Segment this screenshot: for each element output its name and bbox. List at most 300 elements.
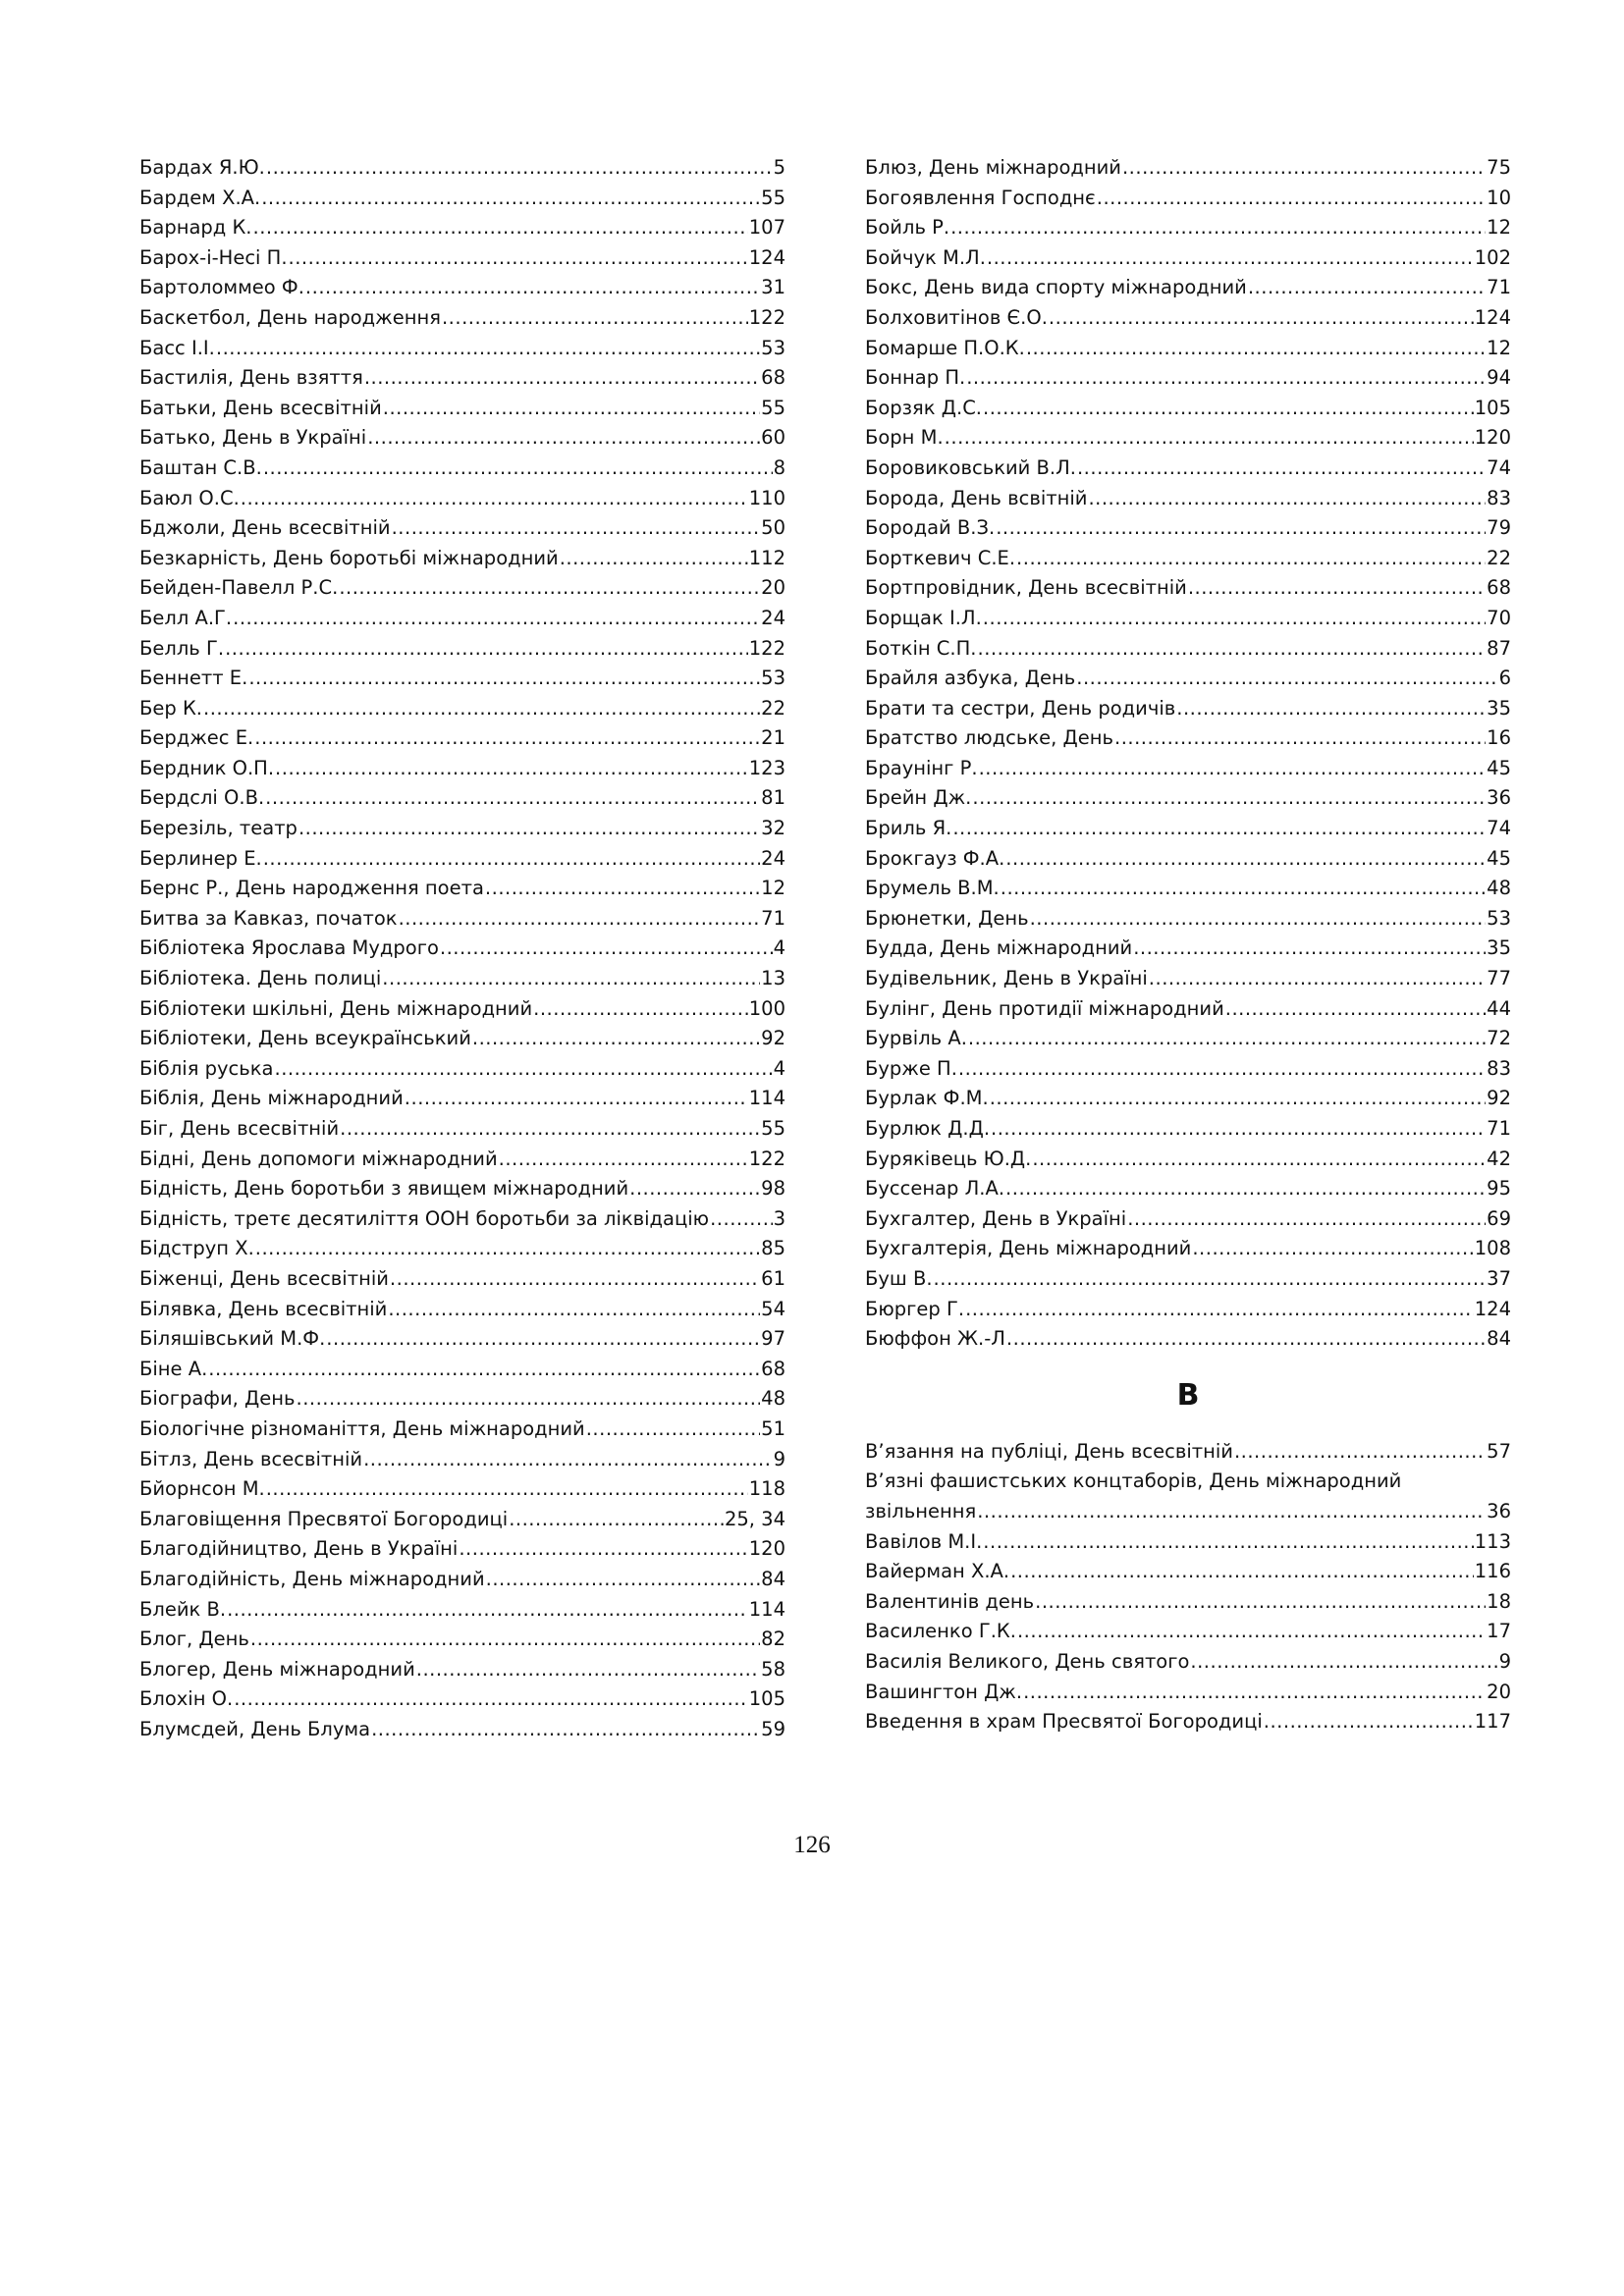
entry-page: 55 <box>761 396 785 419</box>
dot-leader <box>382 964 760 994</box>
dot-leader <box>297 1384 761 1415</box>
index-column-right <box>865 153 1511 1737</box>
index-entry <box>865 1557 1511 1587</box>
entry-page: 70 <box>1487 606 1511 629</box>
entry-page: 87 <box>1487 636 1511 660</box>
entry-page: 59 <box>761 1717 785 1740</box>
dot-leader <box>1088 484 1486 514</box>
entry-page: 123 <box>748 756 785 779</box>
index-entry <box>865 994 1511 1025</box>
dot-leader <box>950 213 1486 243</box>
dot-leader <box>1026 334 1486 364</box>
dot-leader <box>1122 153 1486 184</box>
entry-name: Борщак І.Л. <box>865 606 982 629</box>
entry-page: 51 <box>761 1416 785 1440</box>
entry-page: 22 <box>761 696 785 720</box>
dot-leader <box>710 1204 772 1235</box>
dot-leader <box>399 904 761 934</box>
index-entry <box>139 1505 785 1535</box>
entry-page: 120 <box>748 1537 785 1561</box>
index-column-left <box>139 153 785 1744</box>
index-entry <box>139 754 785 784</box>
index-entry <box>865 1707 1511 1737</box>
entry-name: Буш В. <box>865 1266 933 1290</box>
entry-name: Біг, День всесвітній <box>139 1117 340 1140</box>
index-entry <box>139 573 785 604</box>
entry-page: 120 <box>1474 426 1511 450</box>
entry-page: 48 <box>1487 877 1511 900</box>
index-entry <box>139 544 785 574</box>
index-entry <box>865 544 1511 574</box>
dot-leader <box>968 1024 1486 1054</box>
dot-leader <box>979 754 1487 784</box>
entry-name: Будівельник, День в Україні <box>865 967 1148 990</box>
entry-page: 72 <box>1487 1027 1511 1050</box>
index-entry <box>139 1084 785 1114</box>
entry-name: Біблія руська <box>139 1056 274 1080</box>
dot-leader <box>255 1234 760 1264</box>
index-entry <box>139 934 785 964</box>
dot-leader <box>509 1505 724 1535</box>
index-entry <box>139 273 785 303</box>
index-entry <box>139 334 785 364</box>
entry-name: Біологічне різноманіття, День міжнародний <box>139 1416 585 1440</box>
dot-leader <box>952 814 1486 844</box>
entry-page: 50 <box>761 516 785 540</box>
entry-name: Бухгалтер, День в Україні <box>865 1206 1127 1230</box>
entry-page: 108 <box>1474 1237 1511 1260</box>
entry-page: 68 <box>761 366 785 390</box>
index-entry <box>865 1054 1511 1085</box>
dot-leader <box>275 754 748 784</box>
dot-leader <box>390 1264 760 1295</box>
entry-name: Батько, День в Україні <box>139 426 367 450</box>
entry-name: Безкарність, День боротьбі міжнародний <box>139 546 559 569</box>
dot-leader <box>972 783 1486 814</box>
entry-page: 68 <box>761 1357 785 1380</box>
entry-name: Бібліотеки шкільні, День міжнародний <box>139 996 533 1020</box>
entry-page: 10 <box>1487 186 1511 209</box>
dot-leader <box>265 783 760 814</box>
dot-leader <box>1133 934 1486 964</box>
entry-page: 82 <box>761 1628 785 1651</box>
entry-name: Братство людське, День <box>865 726 1113 750</box>
dot-leader <box>275 1054 773 1085</box>
entry-page: 68 <box>1487 576 1511 600</box>
entry-name: Брайля азбука, День <box>865 667 1076 690</box>
index-entry <box>865 334 1511 364</box>
entry-name: Бідструп Х. <box>139 1237 254 1260</box>
index-entry <box>139 484 785 514</box>
dot-leader <box>416 1655 760 1685</box>
index-entry <box>865 783 1511 814</box>
entry-name: Бухгалтерія, День міжнародний <box>865 1237 1192 1260</box>
entry-name: Борода, День всвітній <box>865 486 1088 509</box>
dot-leader <box>371 1715 760 1745</box>
entry-page: 16 <box>1487 726 1511 750</box>
entry-name: Василенко Г.К. <box>865 1620 1016 1643</box>
index-entry <box>865 1234 1511 1264</box>
dot-leader <box>305 273 760 303</box>
index-entry <box>139 423 785 454</box>
dot-leader <box>392 513 761 544</box>
entry-page: 84 <box>761 1567 785 1590</box>
entry-name: Благовіщення Пресвятої Богородиці <box>139 1507 509 1530</box>
entry-name: Баскетбол, День народження <box>139 305 441 329</box>
entry-name: Біженці, День всесвітній <box>139 1266 389 1290</box>
entry-name: Бардем Х.А. <box>139 186 261 209</box>
index-entry <box>139 243 785 274</box>
entry-name: Бітлз, День всесвітній <box>139 1447 363 1470</box>
dot-leader <box>263 454 773 484</box>
entry-page: 36 <box>1487 786 1511 810</box>
dot-leader <box>629 1174 760 1204</box>
index-entry <box>865 513 1511 544</box>
entry-page: 37 <box>1487 1266 1511 1290</box>
index-entry <box>139 1234 785 1264</box>
entry-name: Березіль, театр <box>139 817 298 840</box>
entry-name: Бойчук М.Л. <box>865 245 986 269</box>
dot-leader <box>253 213 748 243</box>
entry-page: 53 <box>761 336 785 359</box>
dot-leader <box>1017 1617 1486 1647</box>
entry-page: 12 <box>1487 336 1511 359</box>
entry-page: 122 <box>748 1147 785 1170</box>
entry-name: Борн М. <box>865 426 944 450</box>
entry-name-line1: В’язні фашистських концтаборів, День міжнародний <box>865 1469 1402 1493</box>
entry-name: Вавілов М.І. <box>865 1529 983 1553</box>
index-entry <box>139 1054 785 1085</box>
entry-page: 100 <box>748 996 785 1020</box>
dot-leader <box>383 394 760 424</box>
entry-name: Битва за Кавказ, початок <box>139 906 398 930</box>
entry-name: Блогер, День міжнародний <box>139 1657 415 1681</box>
entry-name: Бджоли, День всесвітній <box>139 516 391 540</box>
entry-page: 31 <box>761 276 785 299</box>
dot-leader <box>1234 1437 1486 1468</box>
section-v-entries <box>865 1527 1511 1737</box>
index-entry <box>865 273 1511 303</box>
entry-name: Бібліотека Ярослава Мудрого <box>139 936 439 960</box>
index-entry <box>865 1617 1511 1647</box>
entry-name: Борзяк Д.С. <box>865 396 983 419</box>
dot-leader <box>1023 1678 1486 1708</box>
dot-leader <box>1149 964 1486 994</box>
entry-page: 92 <box>761 1027 785 1050</box>
entry-name: Батьки, День всесвітній <box>139 396 382 419</box>
dot-leader <box>261 184 760 214</box>
entry-name: Бідність, третє десятиліття ООН боротьби за ліквідацію <box>139 1206 710 1230</box>
entry-name: Біблія, День міжнародний <box>139 1087 404 1110</box>
entry-name: Валентинів день <box>865 1589 1035 1613</box>
entry-name: Бартоломмео Ф. <box>139 276 304 299</box>
dot-leader <box>367 423 760 454</box>
index-entry <box>865 1204 1511 1235</box>
dot-leader <box>1114 723 1486 754</box>
index-entry <box>865 634 1511 665</box>
index-entry <box>139 904 785 934</box>
index-entry <box>865 1295 1511 1325</box>
dot-leader <box>966 363 1486 394</box>
entry-name: Бідні, День допомоги міжнародний <box>139 1147 498 1170</box>
index-entry <box>139 1534 785 1565</box>
index-entry <box>865 904 1511 934</box>
entry-page: 79 <box>1487 516 1511 540</box>
dot-leader <box>266 1474 748 1505</box>
entry-page: 61 <box>761 1266 785 1290</box>
index-entry <box>139 964 785 994</box>
entry-page: 124 <box>748 245 785 269</box>
entry-page: 124 <box>1474 305 1511 329</box>
index-entry <box>865 303 1511 334</box>
index-entry <box>139 1264 785 1295</box>
index-entry <box>865 184 1511 214</box>
entry-name: Бюргер Г. <box>865 1297 965 1320</box>
entry-page: 21 <box>761 726 785 750</box>
dot-leader <box>996 513 1486 544</box>
index-entry <box>139 1655 785 1685</box>
entry-page: 122 <box>748 636 785 660</box>
entry-name: Богоявлення Господнє <box>865 186 1096 209</box>
dot-leader <box>485 874 760 904</box>
dot-leader <box>442 303 748 334</box>
dot-leader <box>1077 454 1486 484</box>
index-entry <box>865 964 1511 994</box>
dot-leader <box>1006 1324 1486 1355</box>
dot-leader <box>1264 1707 1474 1737</box>
index-entry <box>139 153 785 184</box>
entry-page: 4 <box>773 1056 785 1080</box>
entry-name: Бйорнсон М. <box>139 1477 265 1501</box>
index-entry <box>139 394 785 424</box>
entry-page: 105 <box>748 1687 785 1711</box>
entry-name: Буссенар Л.А. <box>865 1177 1005 1201</box>
entry-name: Бібліотеки, День всеукраїнський <box>139 1027 471 1050</box>
entry-page: 8 <box>773 455 785 479</box>
entry-name: Болховитінов Є.О. <box>865 305 1048 329</box>
dot-leader <box>233 604 760 634</box>
index-entry <box>865 604 1511 634</box>
entry-name: Барох-і-Несі П. <box>139 245 288 269</box>
entry-name: Бейден-Павелл Р.С. <box>139 576 339 600</box>
entry-page: 3 <box>773 1206 785 1230</box>
index-entry <box>139 604 785 634</box>
index-entry <box>865 573 1511 604</box>
dot-leader <box>945 423 1474 454</box>
index-entry <box>139 1684 785 1715</box>
entry-page: 94 <box>1487 366 1511 390</box>
index-entry <box>139 1174 785 1204</box>
entry-name: Белль Г. <box>139 636 225 660</box>
entry-name: Блейк В. <box>139 1597 227 1621</box>
dot-leader <box>1097 184 1486 214</box>
entry-page: 97 <box>761 1327 785 1351</box>
index-entry <box>865 694 1511 724</box>
index-entry <box>865 363 1511 394</box>
index-entry <box>139 1415 785 1445</box>
index-entry <box>865 1678 1511 1708</box>
entry-name: Вашингтон Дж. <box>865 1680 1023 1703</box>
entry-name: Борткевич С.Е. <box>865 546 1016 569</box>
entry-page: 48 <box>761 1387 785 1411</box>
entry-name: Бурвіль А. <box>865 1027 967 1050</box>
dot-leader <box>987 243 1474 274</box>
dot-leader <box>364 363 760 394</box>
section-b-continued <box>865 153 1511 1355</box>
index-entry <box>139 184 785 214</box>
dot-leader <box>289 243 748 274</box>
dot-leader <box>459 1534 747 1565</box>
entry-page: 85 <box>761 1237 785 1260</box>
page-number: 126 <box>793 1832 831 1858</box>
index-entry <box>865 754 1511 784</box>
dot-leader <box>1016 544 1486 574</box>
entry-page: 124 <box>1474 1297 1511 1320</box>
dot-leader <box>472 1024 760 1054</box>
index-entry <box>865 1587 1511 1618</box>
entry-page: 36 <box>1487 1499 1511 1522</box>
index-entry <box>139 874 785 904</box>
entry-page: 71 <box>1487 276 1511 299</box>
index-entry <box>139 1324 785 1355</box>
entry-name: Брати та сестри, День родичів <box>865 696 1176 720</box>
entry-page: 13 <box>761 967 785 990</box>
entry-name: Булінг, День протидії міжнародний <box>865 996 1224 1020</box>
dot-leader <box>983 394 1474 424</box>
index-entry <box>865 1437 1511 1468</box>
entry-name: Біне А. <box>139 1357 208 1380</box>
entry-page: 53 <box>1487 906 1511 930</box>
entry-page: 24 <box>761 846 785 870</box>
entry-page: 24 <box>761 606 785 629</box>
index-entry <box>139 994 785 1025</box>
entry-name: Бернс Р., День народження поета <box>139 877 484 900</box>
index-entry <box>139 1474 785 1505</box>
entry-name: Бідність, День боротьби з явищем міжнародний <box>139 1177 629 1201</box>
dot-leader <box>248 664 760 694</box>
dot-leader <box>1188 573 1486 604</box>
entry-page: 58 <box>761 1657 785 1681</box>
entry-page: 20 <box>1487 1680 1511 1703</box>
index-entry <box>139 1715 785 1745</box>
dot-leader <box>1127 1204 1486 1235</box>
entry-name: Боткін С.П. <box>865 636 977 660</box>
entry-name: Беннетт Е. <box>139 667 248 690</box>
index-entry <box>865 1527 1511 1558</box>
entry-name: Біографи, День <box>139 1387 296 1411</box>
entry-page: 122 <box>748 305 785 329</box>
entry-name: Бюффон Ж.-Л <box>865 1327 1005 1351</box>
dot-leader <box>1190 1647 1497 1678</box>
entry-page: 81 <box>761 786 785 810</box>
index-entry <box>139 1114 785 1145</box>
entry-name: Бойль Р. <box>865 216 950 240</box>
dot-leader <box>978 634 1487 665</box>
index-entry <box>139 634 785 665</box>
index-entry <box>139 1384 785 1415</box>
entry-page: 55 <box>761 186 785 209</box>
entry-name: В’язання на публіці, День всесвітній <box>865 1439 1233 1463</box>
dot-leader <box>216 334 760 364</box>
dot-leader <box>339 573 760 604</box>
entry-page: 118 <box>748 1477 785 1501</box>
index-entry <box>865 1174 1511 1204</box>
entry-page: 12 <box>761 877 785 900</box>
dot-leader <box>234 1684 748 1715</box>
entry-name: Біляшівський М.Ф. <box>139 1327 326 1351</box>
entry-page: 114 <box>748 1087 785 1110</box>
index-entry <box>865 1145 1511 1175</box>
dot-leader <box>983 604 1486 634</box>
index-entry <box>865 1324 1511 1355</box>
index-entry <box>865 454 1511 484</box>
entry-page: 107 <box>748 216 785 240</box>
entry-name: Боннар П. <box>865 366 966 390</box>
dot-leader <box>1010 1557 1474 1587</box>
entry-name: Вайерман Х.А. <box>865 1560 1010 1583</box>
dot-leader <box>977 1497 1486 1527</box>
dot-leader <box>241 484 748 514</box>
dot-leader <box>203 694 760 724</box>
index-entry <box>139 723 785 754</box>
dot-leader <box>560 544 748 574</box>
dot-leader <box>254 723 760 754</box>
index-entry <box>865 934 1511 964</box>
entry-page: 98 <box>761 1177 785 1201</box>
entry-page: 57 <box>1487 1439 1511 1463</box>
index-entry <box>865 723 1511 754</box>
index-entry <box>139 1145 785 1175</box>
index-entry <box>865 874 1511 904</box>
entry-name: Берлинер Е. <box>139 846 262 870</box>
entry-name: Благодійність, День міжнародний <box>139 1567 485 1590</box>
entry-page: 5 <box>773 156 785 179</box>
entry-name: Благодійництво, День в Україні <box>139 1537 459 1561</box>
entry-page: 9 <box>1498 1649 1511 1673</box>
dot-leader <box>298 814 760 844</box>
entry-page: 74 <box>1487 455 1511 479</box>
dot-leader <box>934 1264 1487 1295</box>
entry-name: Блумсдей, День Блума <box>139 1717 371 1740</box>
entry-name: Бердслі О.В. <box>139 786 265 810</box>
index-entry <box>139 783 785 814</box>
dot-leader <box>1001 874 1486 904</box>
index-entry <box>865 1647 1511 1678</box>
entry-name: Брейн Дж. <box>865 786 972 810</box>
dot-leader <box>1176 694 1486 724</box>
entry-page: 17 <box>1487 1620 1511 1643</box>
index-entry <box>139 1625 785 1655</box>
index-entry <box>865 1084 1511 1114</box>
entry-name: Бокс, День вида спорту міжнародний <box>865 276 1247 299</box>
entry-name: Басс І.І. <box>139 336 215 359</box>
dot-leader <box>1030 904 1487 934</box>
entry-page: 12 <box>1487 216 1511 240</box>
entry-name: Бородай В.З. <box>865 516 996 540</box>
entry-name: Баштан С.В. <box>139 455 262 479</box>
dot-leader <box>1005 844 1486 875</box>
index-entry-multiline <box>865 1467 1511 1526</box>
dot-leader <box>208 1355 760 1385</box>
dot-leader <box>990 1084 1486 1114</box>
entry-name-line2: звільнення <box>865 1499 977 1522</box>
dot-leader <box>958 1054 1486 1085</box>
dot-leader <box>225 634 748 665</box>
entry-name: Білявка, День всесвітній <box>139 1297 388 1320</box>
index-entry <box>865 1024 1511 1054</box>
index-entry <box>865 814 1511 844</box>
entry-page: 117 <box>1474 1710 1511 1734</box>
